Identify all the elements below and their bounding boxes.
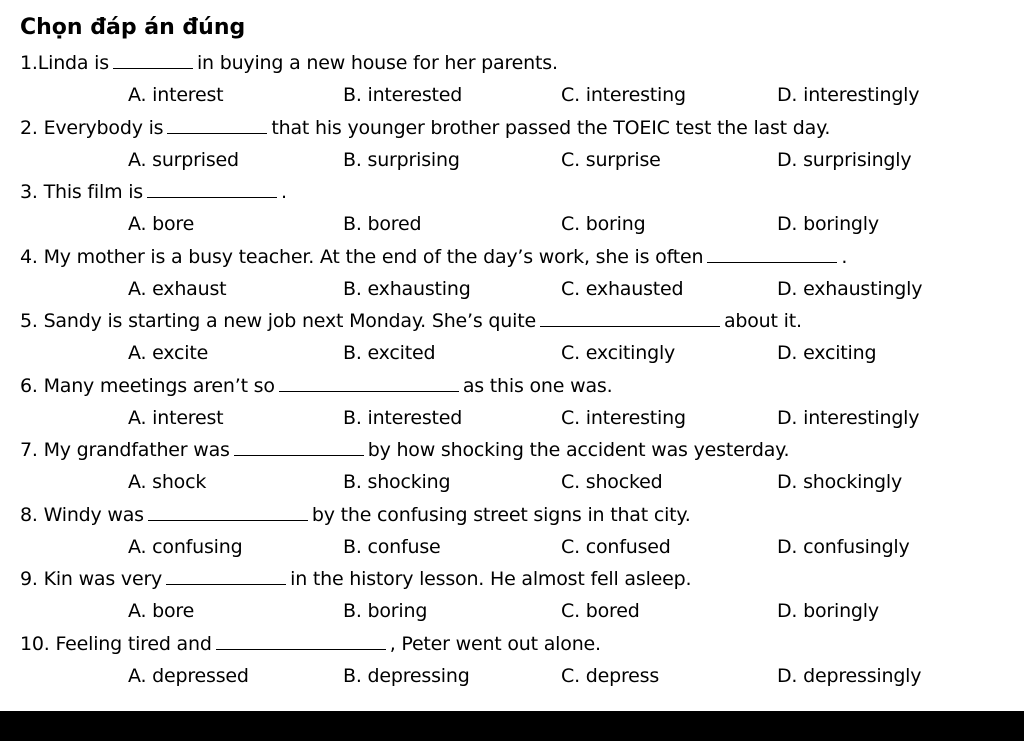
answer-option-a[interactable]: A. excite: [128, 342, 209, 364]
question-text-after: in buying a new house for her parents.: [196, 52, 558, 74]
answer-option-a[interactable]: A. interest: [128, 84, 224, 106]
question-stem: [20, 370, 612, 402]
answer-option-c[interactable]: C. bored: [561, 600, 640, 622]
question-2: [20, 112, 1020, 177]
question-text-after: .: [841, 245, 848, 268]
answer-options: [20, 273, 1020, 305]
worksheet-title: Chọn đáp án đúng: [20, 15, 246, 40]
question-9: [20, 563, 1020, 628]
answer-option-b[interactable]: B. interested: [343, 84, 463, 106]
question-text-before: 3. This film is: [20, 181, 144, 203]
answer-option-b[interactable]: B. confuse: [343, 535, 441, 558]
answer-option-c[interactable]: C. interesting: [561, 406, 686, 429]
answer-option-a[interactable]: A. depressed: [128, 664, 249, 687]
question-4: [20, 241, 1020, 306]
question-text-after: in the history lesson. He almost fell asleep.: [290, 568, 692, 590]
question-text-after: by how shocking the accident was yesterday.: [367, 439, 790, 461]
question-text-before: 9. Kin was very: [20, 568, 163, 590]
question-text-after: .: [281, 181, 287, 203]
answer-option-b[interactable]: B. bored: [343, 213, 422, 235]
question-1: [20, 47, 1020, 112]
answer-option-c[interactable]: C. surprise: [561, 148, 661, 171]
answer-option-a[interactable]: A. exhaust: [128, 277, 227, 300]
answer-option-b[interactable]: B. excited: [343, 342, 436, 364]
question-stem: [20, 563, 691, 595]
answer-option-b[interactable]: B. exhausting: [343, 277, 471, 300]
question-text-before: 4. My mother is a busy teacher. At the end of the day’s work, she is often: [20, 245, 704, 268]
answer-blank[interactable]: [234, 435, 364, 456]
answer-option-c[interactable]: C. exhausted: [561, 277, 684, 300]
answer-option-b[interactable]: B. depressing: [343, 664, 470, 687]
answer-options: [20, 660, 1020, 692]
question-text-after: by the confusing street signs in that city.: [311, 503, 691, 526]
question-text-before: 8. Windy was: [20, 503, 144, 526]
question-stem: [20, 305, 802, 337]
answer-option-a[interactable]: A. shock: [128, 471, 207, 493]
answer-option-c[interactable]: C. interesting: [561, 84, 686, 106]
answer-blank[interactable]: [216, 629, 386, 650]
question-stem: [20, 628, 601, 660]
answer-option-b[interactable]: B. boring: [343, 600, 428, 622]
answer-option-a[interactable]: A. bore: [128, 213, 195, 235]
answer-options: [20, 466, 1020, 498]
question-text-before: 6. Many meetings aren’t so: [20, 374, 275, 397]
answer-options: [20, 595, 1020, 627]
question-5: [20, 305, 1020, 370]
question-text-after: , Peter went out alone.: [389, 632, 601, 655]
question-3: [20, 176, 1020, 241]
answer-blank[interactable]: [147, 177, 277, 198]
question-8: [20, 499, 1020, 564]
question-text-before: 10. Feeling tired and: [20, 632, 212, 655]
answer-options: [20, 337, 1020, 369]
answer-option-d[interactable]: D. shockingly: [777, 471, 903, 493]
answer-option-c[interactable]: C. confused: [561, 535, 671, 558]
answer-option-d[interactable]: D. surprisingly: [777, 148, 912, 171]
answer-option-a[interactable]: A. confusing: [128, 535, 243, 558]
answer-option-d[interactable]: D. exciting: [777, 342, 877, 364]
answer-blank[interactable]: [707, 242, 837, 263]
answer-option-c[interactable]: C. boring: [561, 213, 646, 235]
answer-option-d[interactable]: D. exhaustingly: [777, 277, 923, 300]
question-text-after: about it.: [723, 310, 802, 332]
question-text-before: 2. Everybody is: [20, 116, 164, 139]
question-text-before: 7. My grandfather was: [20, 439, 230, 461]
answer-blank[interactable]: [167, 113, 267, 134]
question-text-before: 1.Linda is: [20, 52, 109, 74]
question-stem: [20, 176, 287, 208]
answer-options: [20, 208, 1020, 240]
answer-option-b[interactable]: B. interested: [343, 406, 463, 429]
answer-blank[interactable]: [113, 48, 193, 69]
answer-options: [20, 79, 1020, 111]
question-7: [20, 434, 1020, 499]
answer-options: [20, 402, 1020, 434]
answer-option-b[interactable]: B. surprising: [343, 148, 460, 171]
answer-option-a[interactable]: A. surprised: [128, 148, 239, 171]
answer-option-d[interactable]: D. depressingly: [777, 664, 922, 687]
answer-options: [20, 144, 1020, 176]
answer-option-c[interactable]: C. depress: [561, 664, 660, 687]
answer-option-a[interactable]: A. bore: [128, 600, 195, 622]
answer-option-a[interactable]: A. interest: [128, 406, 224, 429]
question-stem: [20, 499, 691, 531]
question-10: [20, 628, 1020, 693]
question-stem: [20, 47, 558, 79]
answer-options: [20, 531, 1020, 563]
answer-option-d[interactable]: D. interestingly: [777, 84, 920, 106]
answer-blank[interactable]: [279, 371, 459, 392]
answer-option-c[interactable]: C. shocked: [561, 471, 663, 493]
question-stem: [20, 434, 789, 466]
answer-blank[interactable]: [148, 500, 308, 521]
question-stem: [20, 241, 847, 273]
answer-option-c[interactable]: C. excitingly: [561, 342, 676, 364]
question-text-after: that his younger brother passed the TOEIC test the last day.: [271, 116, 831, 139]
answer-option-b[interactable]: B. shocking: [343, 471, 451, 493]
answer-option-d[interactable]: D. boringly: [777, 213, 879, 235]
question-6: [20, 370, 1020, 435]
answer-option-d[interactable]: D. boringly: [777, 600, 879, 622]
question-text-before: 5. Sandy is starting a new job next Monday. She’s quite: [20, 310, 536, 332]
answer-blank[interactable]: [166, 564, 286, 585]
question-stem: [20, 112, 830, 144]
answer-blank[interactable]: [540, 306, 720, 327]
answer-option-d[interactable]: D. interestingly: [777, 406, 920, 429]
answer-option-d[interactable]: D. confusingly: [777, 535, 910, 558]
question-text-after: as this one was.: [462, 374, 613, 397]
